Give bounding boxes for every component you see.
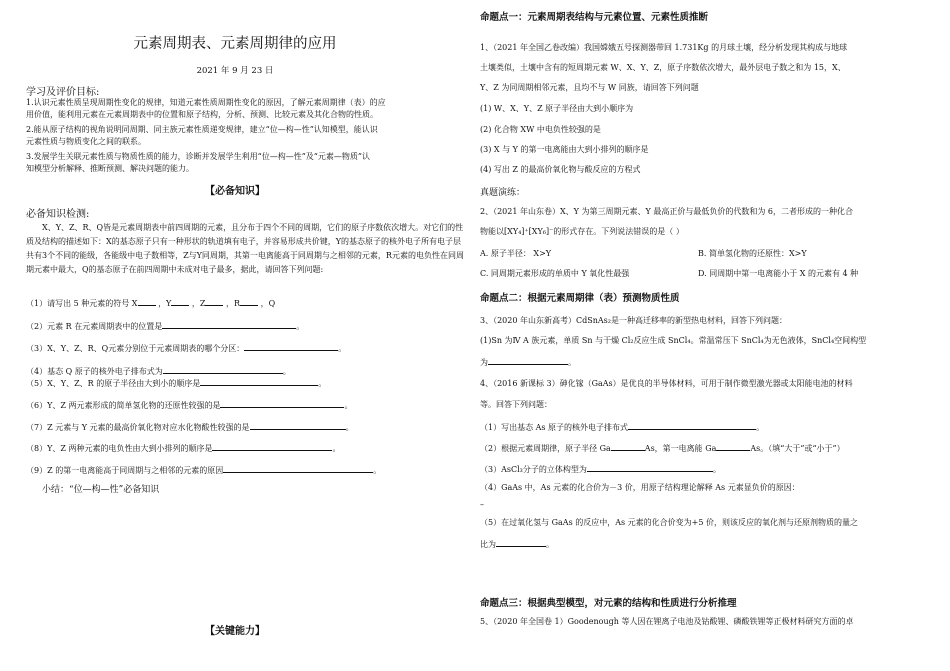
question-9: （9）Z 的第一电离能高于同周期与之相邻的元素的原因 。 [26,463,381,476]
drill-label: 真题演练： [480,188,526,198]
option-a[interactable]: A. 原子半径： X>Y [480,249,552,258]
answer-blank[interactable] [205,296,223,306]
problem-passage: X、Y、Z、R、Q皆是元素周期表中前四周期的元素，且分布于四个不同的周期，它们的原子序数依次增大。对它们的性质及结构的描述如下：X的基态原子只有一种形状的轨道填有电子，并容易形成共价键，Y的基态原子的核外电子所有电子层共有3个不同的能级，各能级中电子数相等，Z与Y同周期，其第一电离能高于同周期与之相邻的元素，R元素的电负性在同周期元素中最大，Q的基态原子在前四周期中未成对电子最多，据此，请回答下列问题: [26,223,464,274]
problem-1-item: (4) 写出 Z 的最高价氧化物与酸反应的方程式 [480,165,641,174]
answer-blank[interactable] [250,420,346,430]
problem-1-line: 土壤类似，土壤中含有的短周期元素 W、X、Y、Z，原子序数依次增大，最外层电子数之和为 15，X、 [480,63,846,72]
question-3: （3）X、Y、Z、R、Q元素分别位于元素周期表的哪个分区： 。 [26,341,346,354]
option-b[interactable]: B. 简单氢化物的还原性：X>Y [698,249,807,258]
goal-line: 2.能从原子结构的视角说明同周期、同主族元素性质递变规律，建立“位—构—性”认知模型，能认识 [26,125,378,134]
problem-1-item: (1) W、X、Y、Z 原子半径由大到小顺序为 [480,104,634,113]
problem-3-line: 为 。 [480,355,576,368]
knowledge-check-label: 必备知识检测: [26,209,90,220]
topic-2-heading: 命题点二：根据元素周期律（表）预测物质性质 [480,293,680,304]
problem-4-q3: （3）AsCl₃分子的立体构型为 。 [480,462,721,475]
answer-blank[interactable] [587,462,713,472]
answer-blank[interactable] [244,341,338,351]
question-8: （8）Y、Z 两种元素的电负性由大到小排列的顺序是 。 [26,441,340,454]
problem-4-q4-dash: – [480,500,484,509]
goal-line: 3.发展学生关联元素性质与物质性质的能力，诊断并发展学生利用“位—构—性”及“元素—物质”认 [26,152,370,161]
question-6: （6）Y、Z 两元素形成的简单氢化物的还原性较强的是 。 [26,398,352,411]
answer-blank[interactable] [162,319,296,329]
problem-2-line: 物能以[XY₄]⁺[XY₆]⁻的形式存在。下列说法错误的是（ ） [480,227,684,236]
problem-4-q5-end: 比为 。 [480,537,554,550]
question-7: （7）Z 元素与 Y 元素的最高价氧化物对应水化物酸性较强的是 。 [26,420,354,433]
answer-blank[interactable] [488,355,568,365]
essential-knowledge-heading: 【必备知识】 [205,186,265,197]
problem-1-line: 1、（2021 年全国乙卷改编）我国嫦娥五号探测器带回 1.731Kg 的月球土壤，经分析发现其构成与地球 [480,43,848,52]
question-1: （1）请写出 5 种元素的符号 X ，Y ，Z ，R ，Q [26,296,275,309]
question-4: （4）基态 Q 原子的核外电子排布式为 。 [26,364,291,377]
goal-line: 1.认识元素性质呈现周期性变化的规律，知道元素性质周期性变化的原因，了解元素周期律（表）的应 [26,98,386,107]
answer-blank[interactable] [223,463,373,473]
goal-line: 知模型分析解释、推断预测、解决问题的能力。 [26,164,194,173]
answer-blank[interactable] [496,537,546,547]
goals-label: 学习及评价目标: [26,87,100,98]
answer-blank[interactable] [163,364,283,374]
topic-3-heading: 命题点三：根据典型模型，对元素的结构和性质进行分析推理 [480,598,737,609]
summary-note: 小结：“位—构—性”必备知识 [42,485,160,495]
problem-3-line: (1)Sn 为Ⅳ A 族元素，单质 Sn 与干燥 Cl₂反应生成 SnCl₄。常温常压下 SnCl₄为无色液体，SnCl₄空间构型 [480,336,867,345]
answer-blank[interactable] [171,296,189,306]
answer-blank[interactable] [200,376,318,386]
topic-1-heading: 命题点一：元素周期表结构与元素位置、元素性质推断 [480,12,709,23]
question-2: （2）元素 R 在元素周期表中的位置是 。 [26,319,304,332]
option-c[interactable]: C. 同周期元素形成的单质中 Y 氧化性最强 [480,269,630,278]
page-date: 2021 年 9 月 23 日 [196,66,274,76]
answer-blank[interactable] [220,398,344,408]
problem-5-line: 5、（2020 年全国卷 1）Goodenough 等人因在锂离子电池及钴酸锂、磷酸铁锂等正极材料研究方面的卓 [480,617,854,626]
problem-4-q5: （5）在过氧化氢与 GaAs 的反应中，As 元素的化合价变为+5 价，则该反应的氧化剂与还原剂物质的量之 [480,518,858,527]
answer-blank[interactable] [212,441,332,451]
problem-4-q1: （1）写出基态 As 原子的核外电子排布式 。 [480,420,764,433]
problem-4-q4: （4）GaAs 中，As 元素的化合价为－3 价，用原子结构理论解释 As 元素显负价的原因： [480,483,800,492]
page-title: 元素周期表、元素周期律的应用 [133,36,337,52]
goal-line: 用价值，能利用元素在元素周期表中的位置和原子结构，分析、预测、比较元素及其化合物的性质。 [26,110,378,119]
answer-blank[interactable] [138,296,156,306]
problem-1-item: (2) 化合物 XW 中电负性较强的是 [480,125,601,134]
answer-blank[interactable] [716,441,750,451]
option-d[interactable]: D. 同周期中第一电离能小于 X 的元素有 4 种 [698,269,859,278]
question-5: （5）X、Y、Z、R 的原子半径由大到小的顺序是 。 [26,376,326,389]
problem-3-line: 3、（2020 年山东新高考）CdSnAs₂是一种高迁移率的新型热电材料，回答下列问题： [480,316,787,325]
answer-blank[interactable] [628,420,756,430]
problem-1-item: (3) X 与 Y 的第一电离能由大到小排列的顺序是 [480,145,649,154]
problem-4-line: 等。回答下列问题： [480,400,552,409]
problem-1-line: Y、Z 为同周期相邻元素，且均不与 W 同族，请回答下列问题 [480,83,699,92]
problem-4-line: 4、（2016 新课标 3）砷化镓（GaAs）是优良的半导体材料，可用于制作微型激光器或太阳能电池的材料 [480,379,853,388]
answer-blank[interactable] [240,296,258,306]
answer-blank[interactable] [611,441,645,451]
key-ability-heading: 【关键能力】 [205,626,265,637]
problem-2-line: 2、（2021 年山东卷）X、Y 为第三周期元素、Y 最高正价与最低负价的代数和为 6，二者形成的一种化合 [480,207,853,216]
problem-4-q2: （2）根据元素周期律，原子半径 Ga As，第一电离能 Ga As。（填“大于”或“小于”） [480,441,845,454]
goal-line: 元素性质与物质变化之间的联系。 [26,137,146,146]
